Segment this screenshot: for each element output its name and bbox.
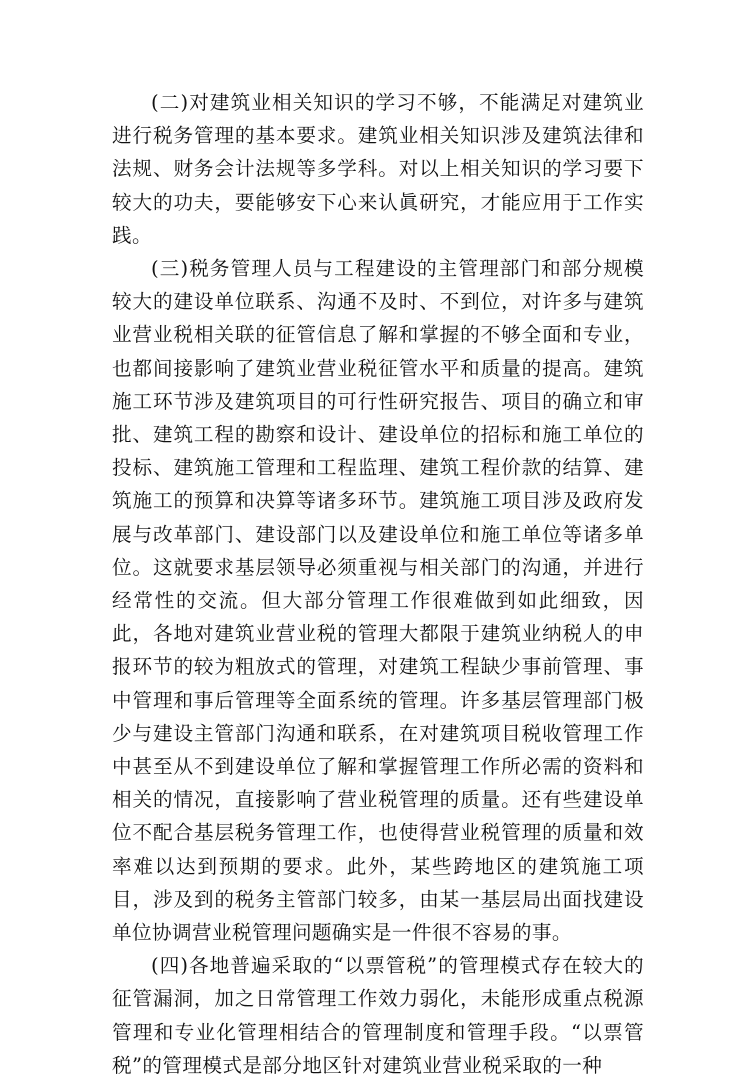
paragraph-section-4: (四)各地普遍采取的“以票管税”的管理模式存在较大的征管漏洞，加之日常管理工作效力弱化，未能形成重点税源管理和专业化管理相结合的管理制度和管理手段。“以票管税”的管理模式是部分地区针对建筑业营业税采取的一种 [112,954,644,1077]
paragraph-section-2: (二)对建筑业相关知识的学习不够，不能满足对建筑业进行税务管理的基本要求。建筑业相关知识涉及建筑法律和法规、财务会计法规等多学科。对以上相关知识的学习要下较大的功夫，要能够安下心来认眞研究，才能应用于工作实践。 [112,91,644,247]
document-body [112,86,644,1082]
paragraph-section-3: (三)税务管理人员与工程建设的主管理部门和部分规模较大的建设单位联系、沟通不及时、不到位，对许多与建筑业营业税相关联的征管信息了解和掌握的不够全面和专业，也都间接影响了建筑业营业税征管水平和质量的提高。建筑施工环节涉及建筑项目的可行性研究报告、项目的确立和审批、建筑工程的勘察和设计、建设单位的招标和施工单位的投标、建筑施工管理和工程监理、建筑工程价款的结算、建筑施工的预算和决算等诸多环节。建筑施工项目涉及政府发展与改革部门、建设部门以及建设单位和施工单位等诸多单位。这就要求基层领导必须重视与相关部门的沟通，并进行经常性的交流。但大部分管理工作很难做到如此细致，因此，各地对建筑业营业税的管理大都限于建筑业纳税人的申报环节的较为粗放式的管理，对建筑工程缺少事前管理、事中管理和事后管理等全面系统的管理。许多基层管理部门极少与建设主管部门沟通和联系，在对建筑项目税收管理工作中甚至从不到建设单位了解和掌握管理工作所必需的资料和相关的情况，直接影响了营业税管理的质量。还有些建设单位不配合基层税务管理工作，也使得营业税管理的质量和效率难以达到预期的要求。此外，某些跨地区的建筑施工项目，涉及到的税务主管部门较多，由某一基层局出面找建设单位协调营业税管理问题确实是一件很不容易的事。 [112,257,644,945]
